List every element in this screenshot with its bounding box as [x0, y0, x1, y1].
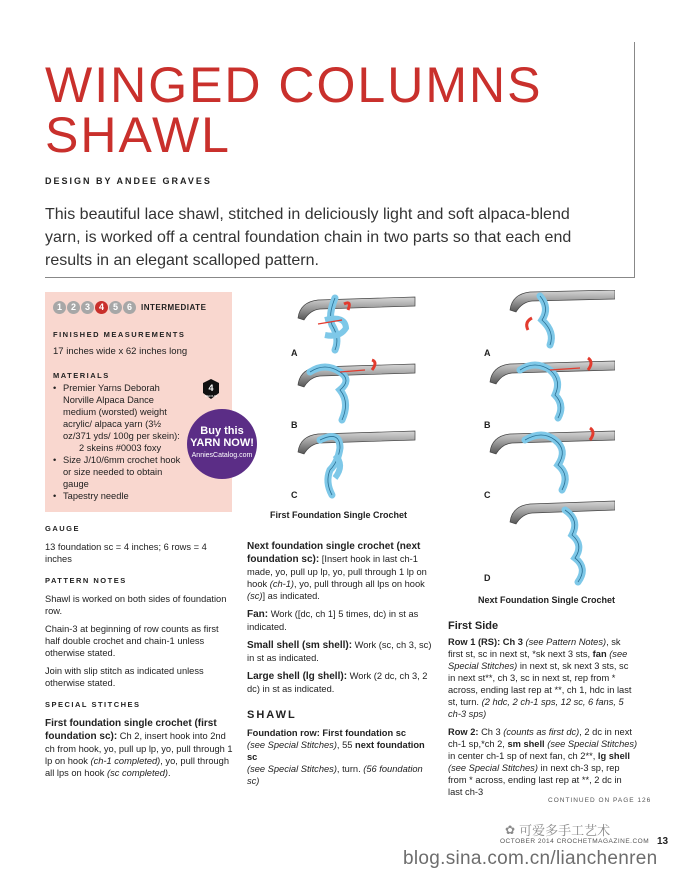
special-fan: Fan: Work ([dc, ch 1] 5 times, dc) in st as indicated. — [247, 609, 419, 632]
special-sm-shell: Small shell (sm shell): Work (sc, ch 3, sc) in st as indicated. — [247, 640, 432, 663]
column-left — [45, 523, 235, 785]
skill-dot-2: 2 — [67, 301, 80, 314]
material-yarn: • Premier Yarns Deborah Norville Alpaca Dance medium (worsted) weight acrylic/ alpaca yarn (3½ oz/371 yds/ 100g per skein): — [53, 382, 183, 442]
right-label-c: C — [484, 490, 491, 500]
notes-heading: PATTERN NOTES — [45, 576, 127, 585]
step-a-left — [298, 297, 415, 350]
skill-level-label: INTERMEDIATE — [141, 303, 207, 312]
skill-dot-3: 3 — [81, 301, 94, 314]
special-heading: SPECIAL STITCHES — [45, 700, 141, 709]
step-a-right — [510, 290, 615, 345]
finished-text: 17 inches wide x 62 inches long — [53, 346, 188, 357]
footer-text: OCTOBER 2014 CROCHETMAGAZINE.COM — [500, 838, 650, 845]
note-2: Chain-3 at beginning of row counts as first half double crochet and chain-1 unless otherwise stated. — [45, 624, 219, 658]
gauge-heading: GAUGE — [45, 524, 81, 533]
shawl-foundation-row: Foundation row: First foundation sc (see Special Stitches), 55 next foundation sc (see Special Stitches), turn. (56 foundation sc) — [247, 728, 425, 786]
wechat-icon: ✿ — [505, 822, 516, 837]
column-middle — [247, 540, 437, 793]
special-lg-shell: Large shell (lg shell): Work (2 dc, ch 3, 2 dc) in st as indicated. — [247, 671, 428, 694]
special-fsc: First foundation single crochet (first foundation sc): Ch 2, insert hook into 2nd ch from hook, yo, pull up lp, yo, pull through 1 lp on hook (ch-1 completed), yo, pull through all lps on hook (sc completed). — [45, 718, 233, 778]
row-2: Row 2: Ch 3 (counts as first dc), 2 dc in next ch-1 sp,*ch 2, sm shell (see Special Stitches) in center ch-1 sp of next fan, ch 2**, lg shell (see Special Stitches) in next ch-3 sp, rep from * across, ending last rep at **, 2 dc in last ch-3 — [448, 727, 638, 797]
left-label-b: B — [291, 420, 298, 430]
column-right — [448, 620, 638, 804]
material-hook: • Size J/10/6mm crochet hook or size needed to obtain gauge — [53, 454, 183, 490]
right-figure-caption: Next Foundation Single Crochet — [478, 595, 616, 605]
title-line-1: WINGED COLUMNS — [45, 57, 543, 113]
note-3: Join with slip stitch as indicated unless otherwise stated. — [45, 666, 204, 688]
info-box — [45, 292, 254, 512]
right-label-d: D — [484, 573, 491, 583]
buy-line-1: Buy this — [200, 425, 244, 437]
buy-url[interactable]: AnniesCatalog.com — [191, 452, 253, 459]
step-c-right — [490, 428, 615, 490]
left-figure-caption: First Foundation Single Crochet — [270, 510, 407, 520]
shawl-heading: SHAWL — [247, 709, 297, 721]
right-label-a: A — [484, 348, 491, 358]
finished-heading: FINISHED MEASUREMENTS — [53, 330, 186, 339]
skill-dot-6: 6 — [123, 301, 136, 314]
materials-heading: MATERIALS — [53, 371, 110, 380]
designer-credit: DESIGN BY ANDEE GRAVES — [45, 176, 212, 186]
skill-dot-5: 5 — [109, 301, 122, 314]
skill-level — [53, 301, 206, 314]
step-b-left — [298, 360, 415, 420]
yarn-weight-label: MEDIUM — [204, 394, 218, 398]
intro-paragraph: This beautiful lace shawl, stitched in deliciously light and soft alpaca-blend yarn, is worked off a central foundation chain in two parts so that each end results in an elegant scalloped pattern. — [45, 206, 572, 269]
skill-dot-4-active: 4 — [95, 301, 108, 314]
header-rule-horizontal — [45, 277, 635, 278]
page-number: 13 — [657, 836, 669, 847]
next-foundation-sc-illustration — [480, 290, 615, 590]
row-1: Row 1 (RS): Ch 3 (see Pattern Notes), sk first st, sc in next st, *sk next 3 sts, fan (see Special Stitches) in next st, sk next 3 sts, sc in next st**, ch 3, sc in next st, rep from * across, ending last rep at **, ch 1, hdc in last st, turn. (2 hdc, 2 ch-1 sps, 12 sc, 6 fans, 5 ch-3 sps) — [448, 637, 632, 719]
material-needle: • Tapestry needle — [53, 490, 233, 502]
step-b-right — [490, 358, 615, 418]
page-title — [45, 57, 543, 163]
watermark-text-1: 可爱多手工艺术 — [519, 823, 611, 838]
first-foundation-sc-illustration — [280, 290, 420, 505]
skill-dot-1: 1 — [53, 301, 66, 314]
continued-note: CONTINUED ON PAGE 126 — [548, 797, 652, 804]
yarn-weight-icon — [201, 378, 221, 400]
gauge-text: 13 foundation sc = 4 inches; 6 rows = 4 inches — [45, 542, 207, 564]
special-nfsc: Next foundation single crochet (next foundation sc): [Insert hook in last ch-1 made, yo, pull up lp, yo, pull through 1 lp on hook (ch-1), yo, pull through all lps on hook (sc)] as indicated. — [247, 541, 427, 601]
right-label-b: B — [484, 420, 491, 430]
watermark-line-2: blog.sina.com.cn/lianchenren — [403, 848, 658, 869]
title-line-2: SHAWL — [45, 107, 231, 163]
first-side-heading: First Side — [448, 620, 499, 632]
yarn-weight-number: 4 — [208, 383, 214, 393]
buy-yarn-badge[interactable] — [187, 409, 257, 479]
buy-line-2: YARN NOW! — [190, 437, 254, 449]
left-label-a: A — [291, 348, 298, 358]
note-1: Shawl is worked on both sides of foundation row. — [45, 594, 227, 616]
left-label-c: C — [291, 490, 298, 500]
step-c-left — [298, 431, 415, 495]
material-yarn-skeins: 2 skeins #0003 foxy — [79, 443, 162, 453]
header-rule-vertical — [634, 42, 635, 278]
step-d-right — [510, 501, 615, 582]
watermark-line-1 — [505, 820, 610, 839]
